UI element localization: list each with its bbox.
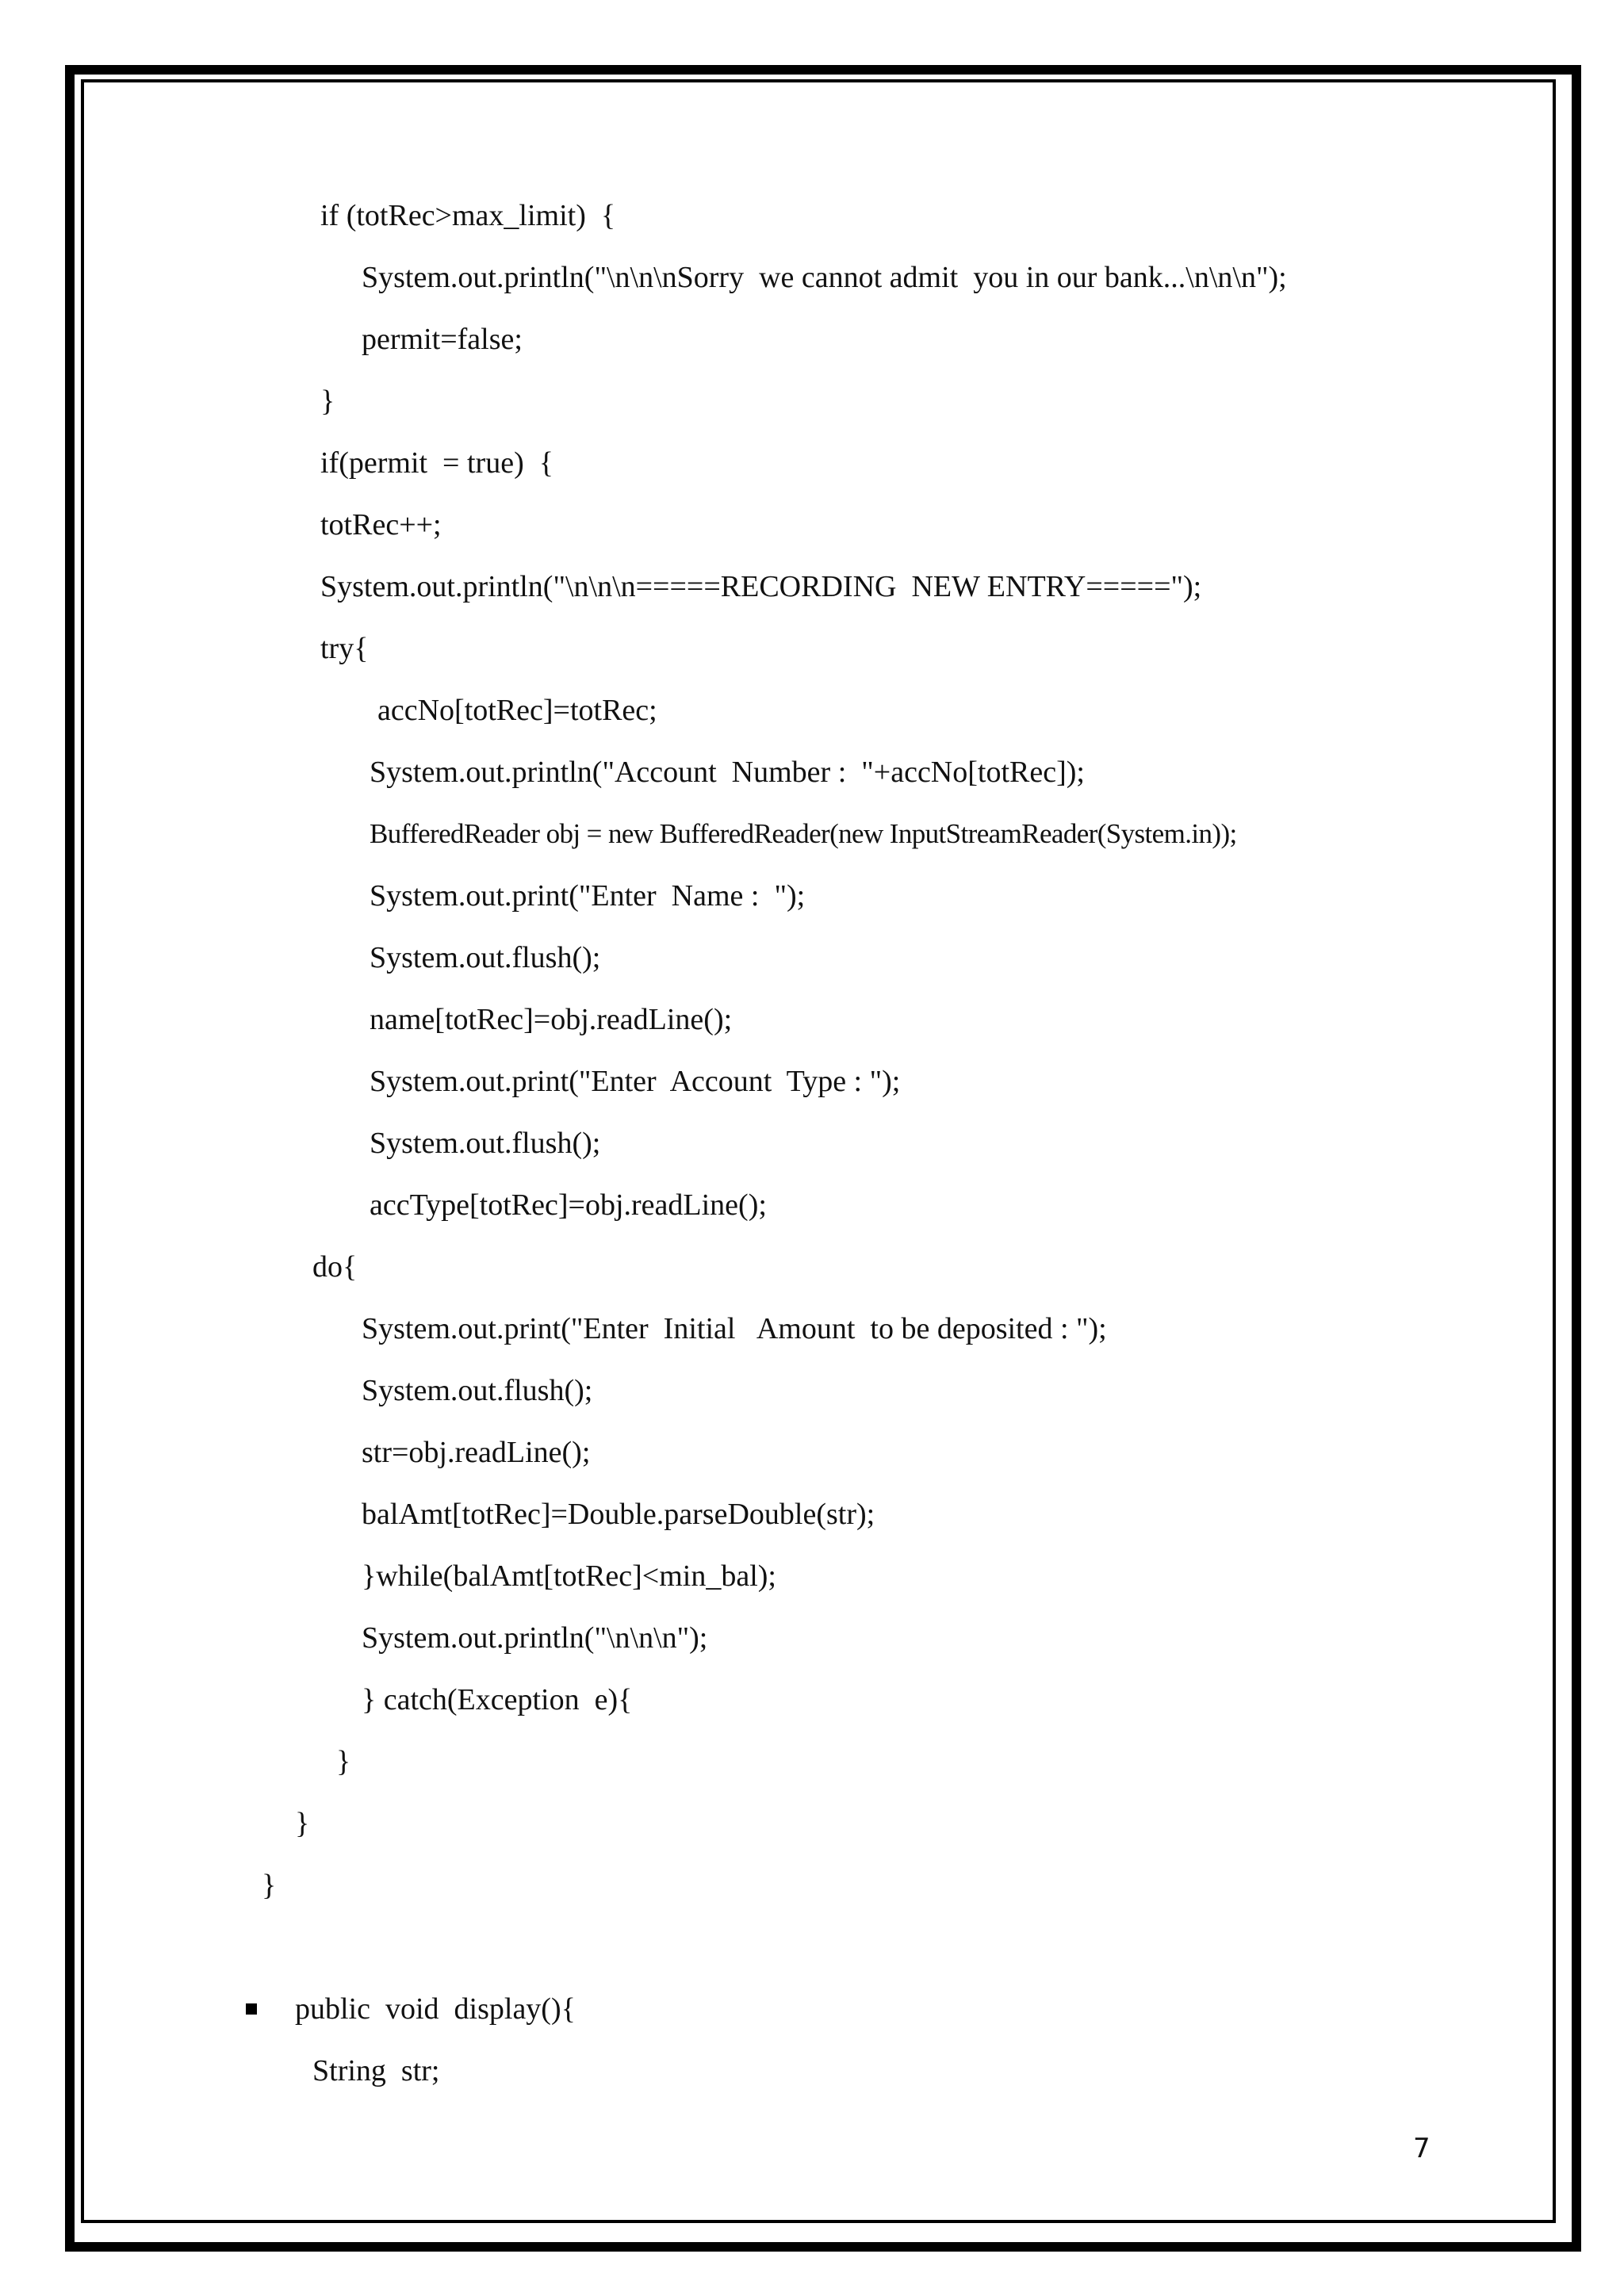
code-line: if (totRec>max_limit) { <box>320 199 616 232</box>
code-line: System.out.println("\n\n\n"); <box>362 1621 708 1655</box>
code-line: } <box>295 1807 310 1840</box>
code-line: str=obj.readLine(); <box>362 1436 591 1469</box>
code-line: accType[totRec]=obj.readLine(); <box>370 1188 767 1222</box>
page-border-inner <box>81 79 1556 2223</box>
code-line: } <box>320 385 335 418</box>
code-line: } <box>262 1869 277 1902</box>
code-line: balAmt[totRec]=Double.parseDouble(str); <box>362 1498 875 1531</box>
code-line: String str; <box>312 2054 440 2087</box>
code-line: if(permit = true) { <box>320 446 553 480</box>
code-line: accNo[totRec]=totRec; <box>377 694 657 727</box>
code-line: try{ <box>320 632 369 665</box>
code-line: } <box>336 1745 351 1778</box>
code-line: totRec++; <box>320 508 442 541</box>
code-line: BufferedReader obj = new BufferedReader(new InputStreamReader(System.in)); <box>370 818 1237 849</box>
code-line: System.out.println("\n\n\nSorry we cannot admit you in our bank...\n\n\n"); <box>362 261 1287 294</box>
code-line: System.out.println("Account Number : "+accNo[totRec]); <box>370 756 1085 789</box>
code-line: public void display(){ <box>295 1992 576 2026</box>
code-line: System.out.print("Enter Initial Amount to be deposited : "); <box>362 1312 1107 1345</box>
code-line: } catch(Exception e){ <box>362 1683 633 1716</box>
code-line: name[totRec]=obj.readLine(); <box>370 1003 733 1036</box>
code-line: }while(balAmt[totRec]<min_bal); <box>362 1559 776 1593</box>
code-line: System.out.println("\n\n\n=====RECORDING NEW ENTRY====="); <box>320 570 1202 603</box>
code-line: System.out.flush(); <box>370 941 601 974</box>
code-line: System.out.print("Enter Name : "); <box>370 879 806 913</box>
code-line: permit=false; <box>362 323 523 356</box>
bullet-marker <box>246 2003 257 2015</box>
code-line: System.out.flush(); <box>362 1374 593 1407</box>
code-line: do{ <box>312 1250 358 1284</box>
code-line: System.out.print("Enter Account Type : "); <box>370 1065 901 1098</box>
page-number: 7 <box>1413 2133 1431 2164</box>
code-line: System.out.flush(); <box>370 1127 601 1160</box>
